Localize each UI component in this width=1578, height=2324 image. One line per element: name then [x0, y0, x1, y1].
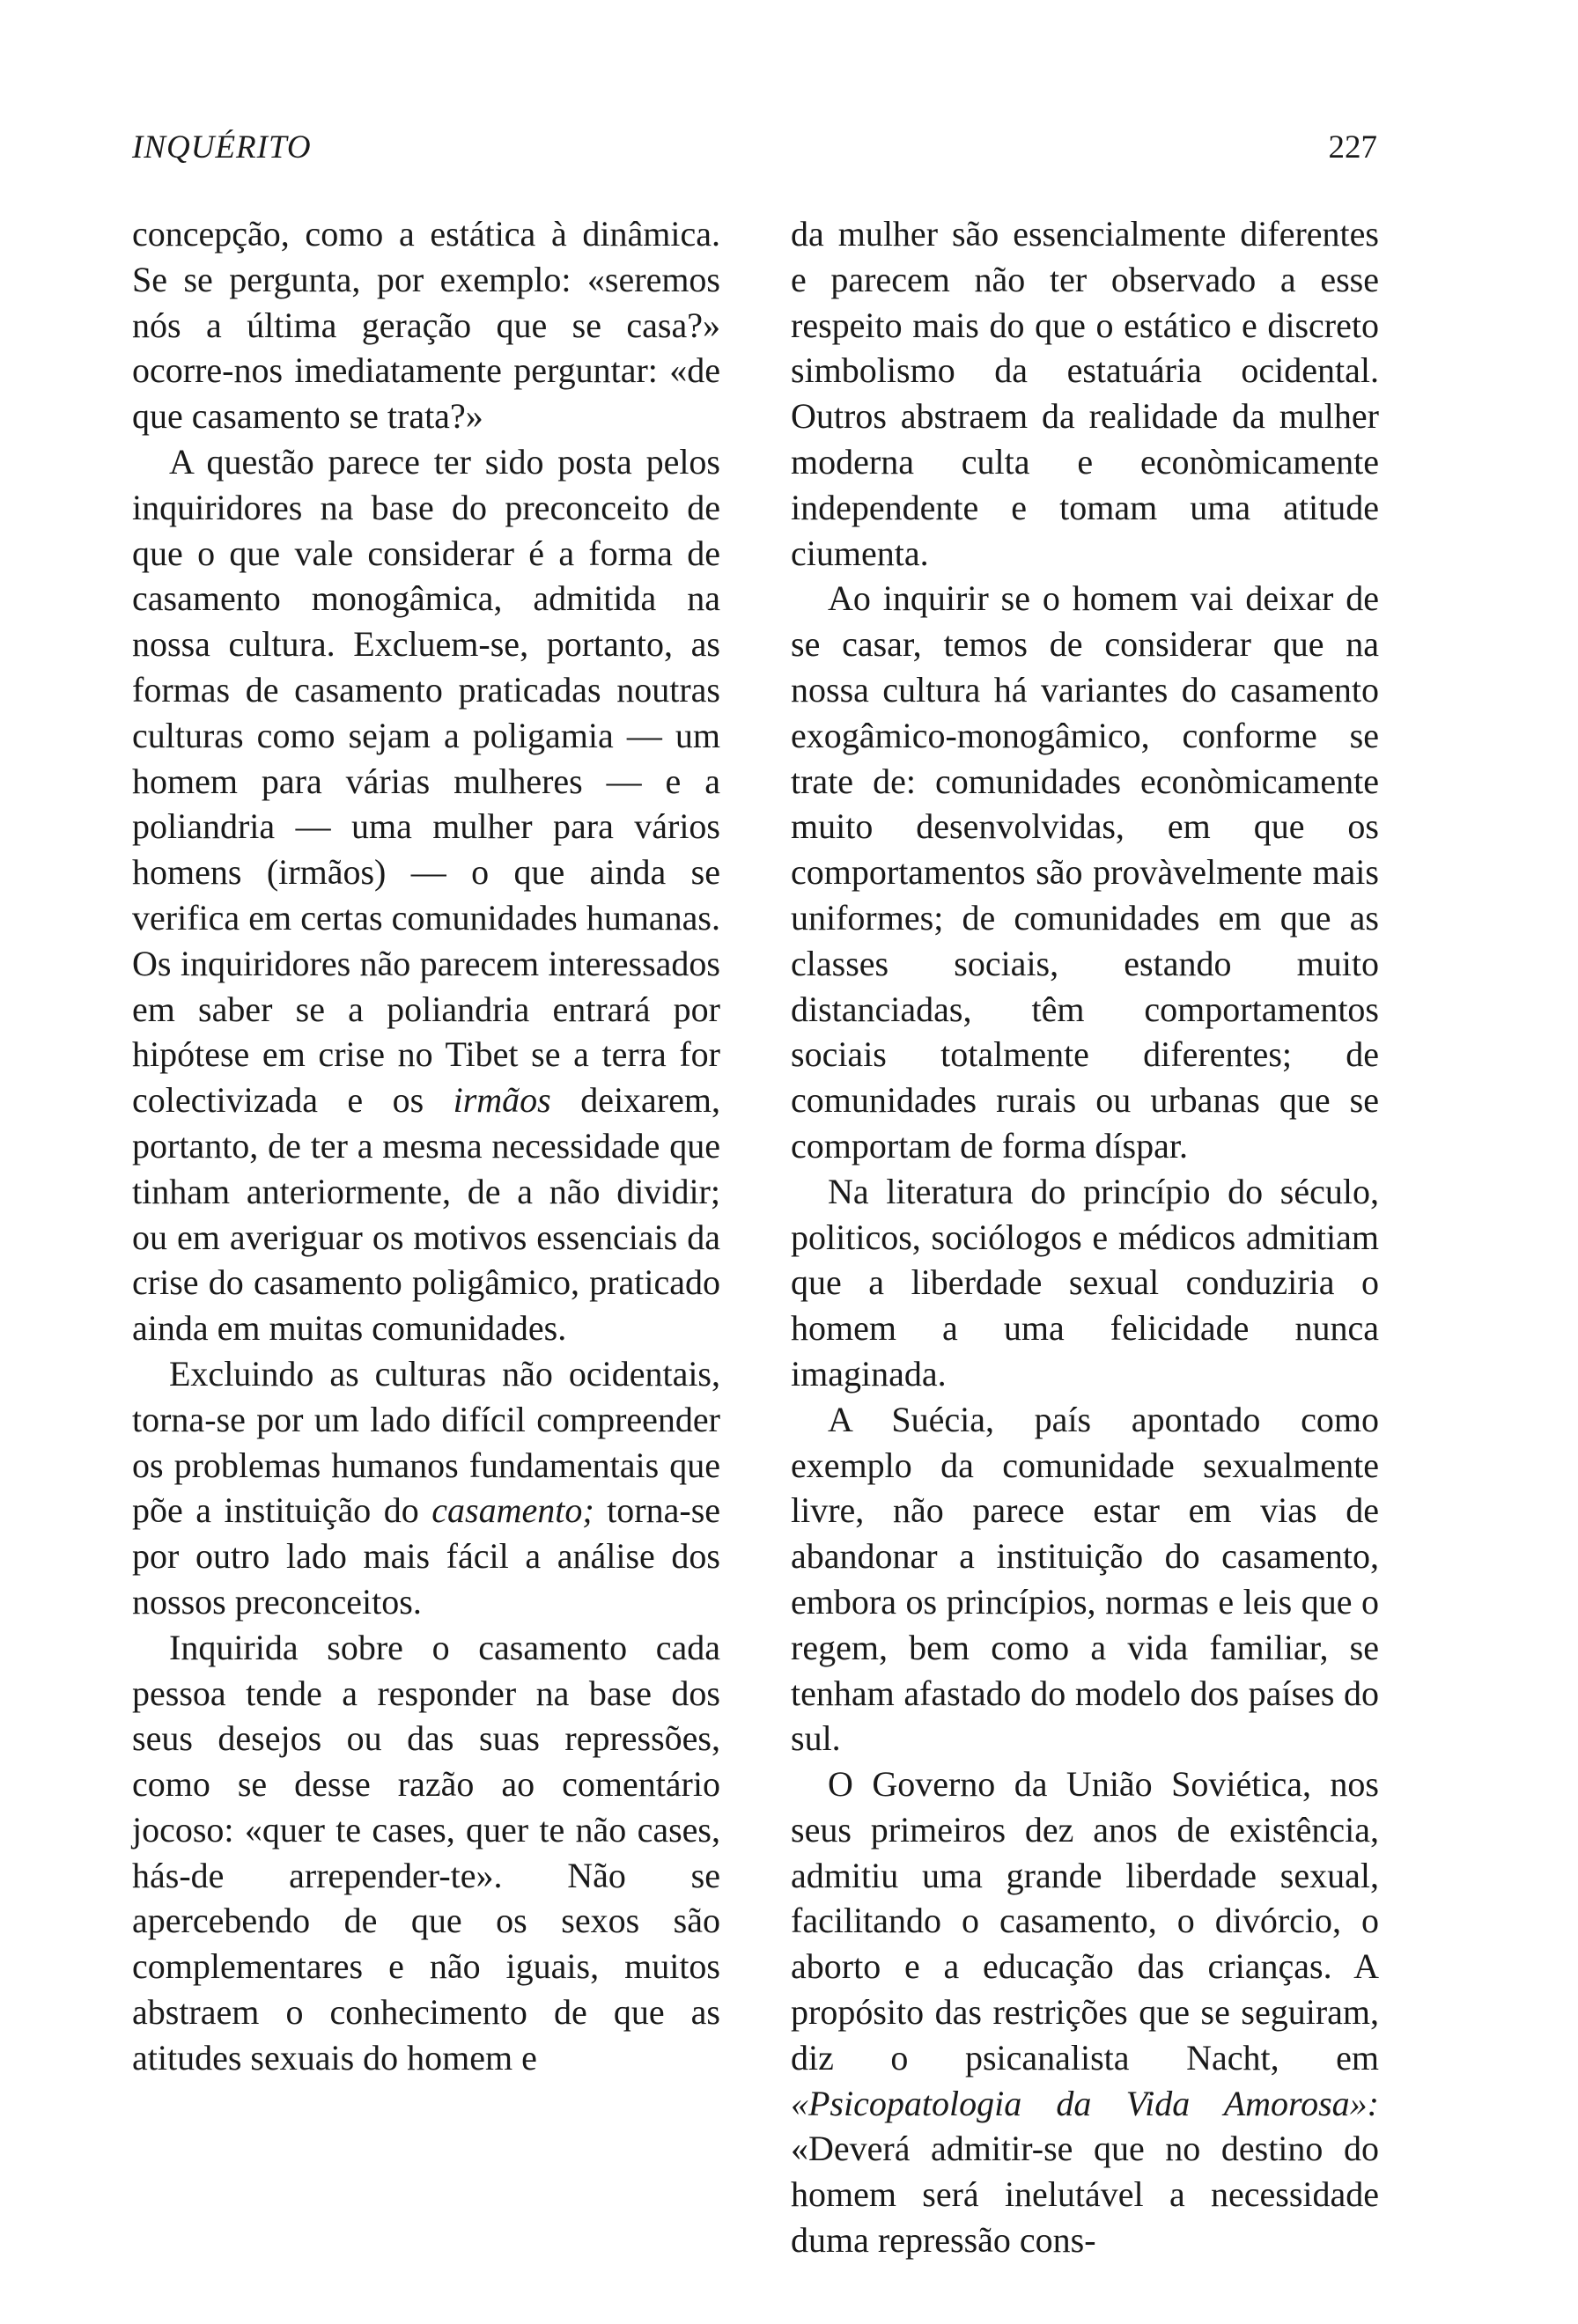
paragraph: [132, 1351, 720, 1625]
paragraph-text: Na literatura do princípio do século, politicos, sociólogos e médicos admitiam que a liberdade sexual conduziria o homem a uma felicidade nunca imaginada.: [791, 1171, 1379, 1394]
paragraph: [791, 1761, 1379, 2263]
paragraph-text: concepção, como a estática à dinâmica. Se se pergunta, por exemplo: «seremos nós a última geração que se casa?» ocorre-nos imediatamente perguntar: «de que casamento se trata?»: [132, 214, 720, 437]
running-title: INQUÉRITO: [132, 129, 312, 165]
paragraph-text: da mulher são essencialmente diferentes e parecem não ter observado a esse respeito mais do que o estático e discreto simbolismo da estatuária ocidental. Outros abstraem da realidade da mulher moderna culta e econòmicamente independente e tomam uma atitude ciumenta.: [791, 214, 1379, 573]
paragraph: [791, 1169, 1379, 1397]
page-number: 227: [1328, 129, 1377, 165]
emphasis-text: irmãos: [453, 1080, 551, 1121]
left-column: [132, 211, 720, 2081]
paragraph-text: deixarem, portanto, de ter a mesma necessidade que tinham anteriormente, de a não dividir; ou em averiguar os motivos essenciais da crise do casamento poligâmico, praticado ainda em muitas comunidades.: [132, 1080, 720, 1349]
paragraph: [132, 1625, 720, 2081]
paragraph: [791, 1397, 1379, 1761]
paragraph-text: «Deverá admitir-se que no destino do homem será inelutável a necessidade duma repressão cons-: [791, 2129, 1379, 2261]
emphasis-text: «Psicopatologia da Vida Amorosa»:: [791, 2083, 1379, 2123]
paragraph: [132, 439, 720, 1351]
paragraph-text: Excluindo as culturas não ocidentais, torna-se por um lado difícil compreender os problemas humanos fundamentais que põe a instituição do: [132, 1353, 720, 1531]
paragraph: [791, 211, 1379, 576]
paragraph-text: A questão parece ter sido posta pelos inquiridores na base do preconceito de que o que vale considerar é a forma de casamento monogâmica, admitida na nossa cultura. Excluem-se, portanto, as formas de casamento praticadas noutras culturas como sejam a poligamia — um homem para várias mulheres — e a poliandria — uma mulher para vários homens (irmãos) — o que ainda se verifica em certas comunidades humanas. Os inquiridores não parecem interessados em saber se a poliandria entrará por hipótese em crise no Tibet se a terra for colectivizada e os: [132, 441, 720, 1121]
paragraph-text: Ao inquirir se o homem vai deixar de se casar, temos de considerar que na nossa cultura há variantes do casamento exogâmico-monogâmico, conforme se trate de: comunidades econòmicamente muito desenvolvidas, em que os comportamentos são provàvelmente mais uniformes; de comunidades em que as classes sociais, estando muito distanciadas, têm comportamentos sociais totalmente diferentes; de comunidades rurais ou urbanas que se comportam de forma díspar.: [791, 578, 1379, 1166]
paragraph-text: O Governo da União Soviética, nos seus primeiros dez anos de existência, admitiu uma grande liberdade sexual, facilitando o casamento, o divórcio, o aborto e a educação das crianças. A propósito das restrições que se seguiram, diz o psicanalista Nacht, em: [791, 1764, 1379, 2078]
right-column: [791, 211, 1379, 2263]
paragraph: [791, 576, 1379, 1168]
paragraph-text: Inquirida sobre o casamento cada pessoa tende a responder na base dos seus desejos ou das suas repressões, como se desse razão ao comentário jocoso: «quer te cases, quer te não cases, hás-de arrepender-te». Não se apercebendo de que os sexos são complementares e não iguais, muitos abstraem o conhecimento de que as atitudes sexuais do homem e: [132, 1627, 720, 2078]
paragraph-text: A Suécia, país apontado como exemplo da comunidade sexualmente livre, não parece estar em vias de abandonar a instituição do casamento, embora os princípios, normas e leis que o regem, bem como a vida familiar, se tenham afastado do modelo dos países do sul.: [791, 1399, 1379, 1759]
paragraph-text: torna-se por outro lado mais fácil a análise dos nossos preconceitos.: [132, 1490, 721, 1622]
paragraph: [132, 211, 720, 439]
emphasis-text: casamento;: [431, 1490, 594, 1531]
running-head: [132, 125, 1377, 171]
